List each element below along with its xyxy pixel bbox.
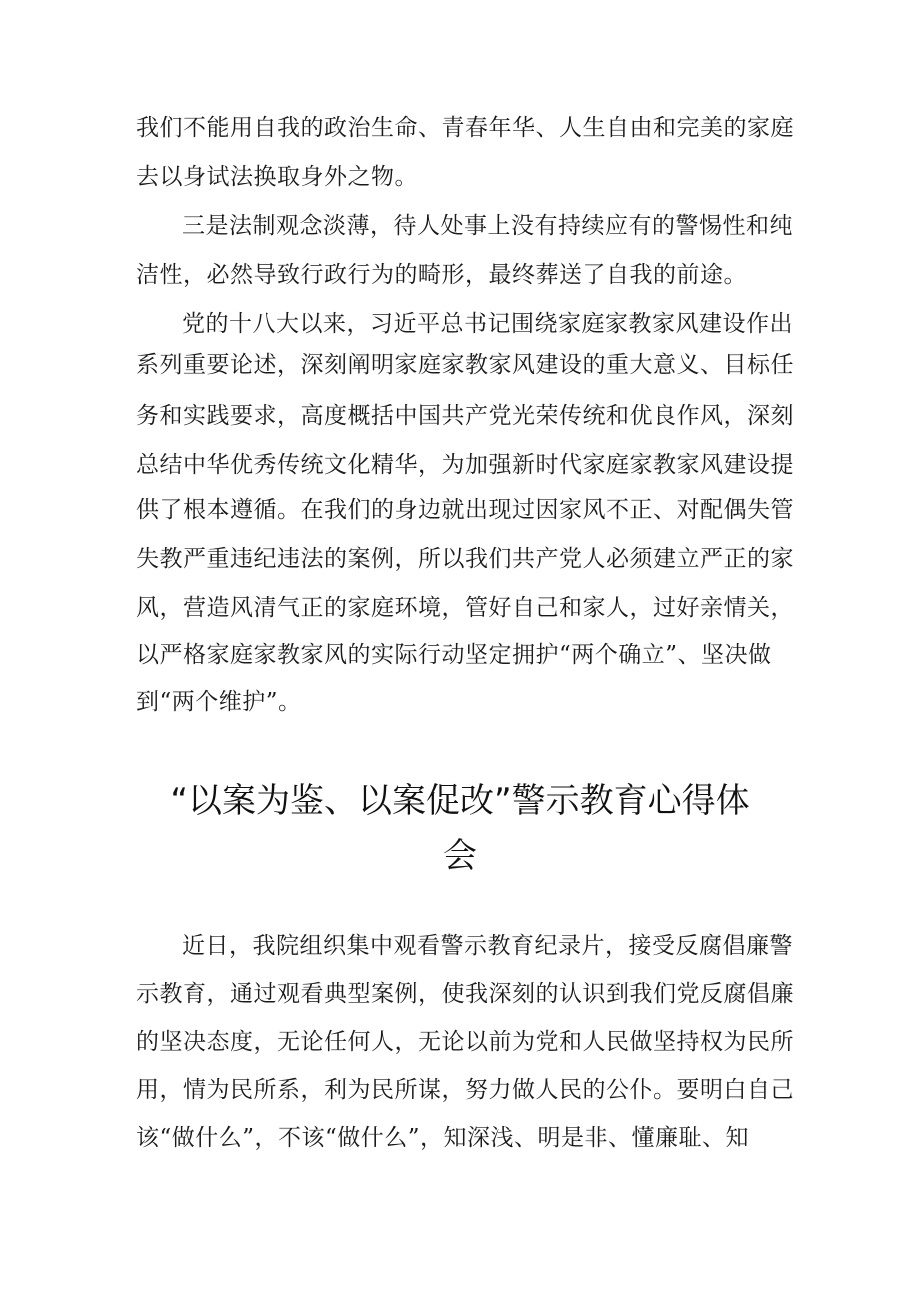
paragraph-line: 失教严重违纪违法的案例，所以我们共产党人必须建立严正的家: [136, 546, 794, 572]
paragraph-line: 供了根本遵循。在我们的身边就出现过因家风不正、对配偶失管: [136, 497, 794, 523]
paragraph-line: 近日，我院组织集中观看警示教育纪录片，接受反腐倡廉警: [182, 933, 793, 959]
paragraph-line: 党的十八大以来，习近平总书记围绕家庭家教家风建设作出: [182, 311, 793, 337]
paragraph-line: 到“两个维护”。: [136, 689, 302, 715]
article-title: “以案为鉴、以案促改”警示教育心得体: [170, 781, 750, 821]
paragraph-line: 我们不能用自我的政治生命、青春年华、人生自由和完美的家庭: [136, 115, 794, 141]
paragraph-line: 用，情为民所系，利为民所谋，努力做人民的公仆。要明白自己: [136, 1077, 794, 1103]
paragraph-line: 系列重要论述，深刻阐明家庭家教家风建设的重大意义、目标任: [136, 352, 794, 378]
paragraph-line: 的坚决态度，无论任何人，无论以前为党和人民做坚持权为民所: [136, 1029, 794, 1055]
paragraph-line: 以严格家庭家教家风的实际行动坚定拥护“两个确立”、坚决做: [136, 642, 772, 668]
paragraph-line: 去以身试法换取身外之物。: [136, 164, 418, 190]
article-title-continued: 会: [443, 836, 477, 876]
paragraph-line: 示教育，通过观看典型案例，使我深刻的认识到我们党反腐倡廉: [136, 981, 794, 1007]
paragraph-line: 总结中华优秀传统文化精华，为加强新时代家庭家教家风建设提: [136, 452, 794, 478]
paragraph-line: 该“做什么”，不该“做什么”，知深浅、明是非、懂廉耻、知: [136, 1125, 750, 1151]
paragraph-line: 洁性，必然导致行政行为的畸形，最终葬送了自我的前途。: [136, 262, 747, 288]
paragraph-line: 三是法制观念淡薄，待人处事上没有持续应有的警惕性和纯: [182, 213, 793, 239]
paragraph-line: 风，营造风清气正的家庭环境，管好自己和家人，过好亲情关，: [136, 595, 794, 621]
paragraph-line: 务和实践要求，高度概括中国共产党光荣传统和优良作风，深刻: [136, 403, 794, 429]
